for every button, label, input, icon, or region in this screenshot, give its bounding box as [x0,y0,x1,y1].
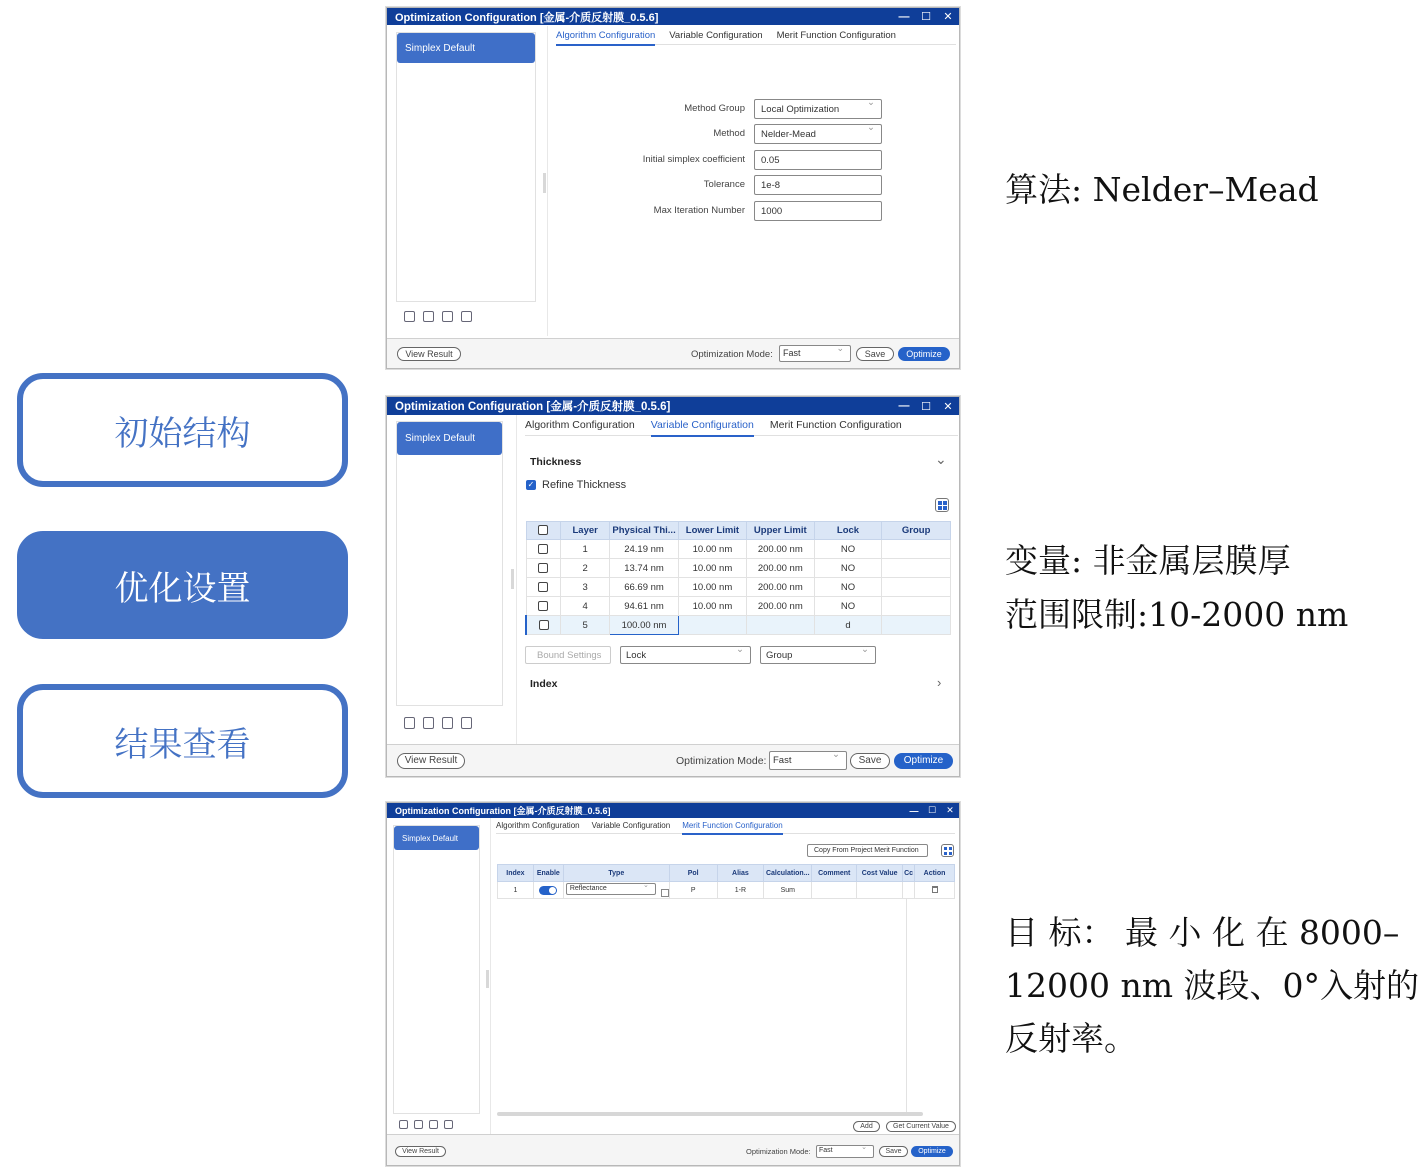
copy-icon[interactable] [423,717,434,729]
optimize-button[interactable]: Optimize [911,1146,953,1157]
delete-icon[interactable] [442,717,453,729]
cell-lower[interactable]: 10.00 nm [679,540,747,559]
col-upper-limit[interactable]: Upper Limit [746,522,814,540]
caption-algorithm: 算法: Nelder–Mead [1005,170,1319,209]
cell-layer: 3 [561,578,610,597]
tab-algorithm[interactable]: Algorithm Configuration [496,821,580,830]
lock-select[interactable]: Lock ⌄ [620,646,751,664]
view-result-button[interactable]: View Result [395,1146,446,1157]
window-algorithm [386,7,960,369]
method-group-select[interactable]: Local Optimization ⌄ [754,99,882,119]
col-enable[interactable]: Enable [533,865,563,882]
cell-thickness[interactable]: 13.74 nm [610,559,679,578]
optimization-mode-label: Optimization Mode: [676,755,767,767]
col-index[interactable]: Index [498,865,534,882]
maximize-icon[interactable]: ☐ [921,11,931,23]
save-button[interactable]: Save [879,1146,908,1157]
row-checkbox-cell[interactable] [526,559,561,578]
cell-layer: 2 [561,559,610,578]
tab-merit[interactable]: Merit Function Configuration [682,821,783,833]
cell-layer: 4 [561,597,610,616]
splitter[interactable] [486,970,489,988]
tab-variable[interactable]: Variable Configuration [669,30,763,41]
sidebar-item-simplex-default[interactable]: Simplex Default [397,33,535,63]
window-title: Optimization Configuration [金属-介质反射膜_0.5.6] [395,401,671,413]
col-action[interactable]: Action [915,865,955,882]
cell-calculation[interactable]: Sum [764,882,812,899]
method-group-label: Method Group [684,103,745,114]
save-button[interactable]: Save [850,753,890,769]
enable-toggle[interactable] [539,886,557,895]
table-row[interactable] [526,597,951,616]
tab-algorithm[interactable]: Algorithm Configuration [556,30,655,44]
tab-bar [525,415,958,436]
cell-cost-value [857,882,903,899]
initial-simplex-input[interactable]: 0.05 [754,150,882,170]
close-icon[interactable]: ✕ [946,805,954,815]
row-checkbox[interactable] [538,601,548,611]
max-iteration-input[interactable]: 1000 [754,201,882,221]
column-settings-icon[interactable] [941,844,954,857]
sidebar-item-simplex-default[interactable]: Simplex Default [397,422,502,455]
bottom-bar [387,338,959,368]
view-result-button[interactable]: View Result [397,753,465,769]
copy-icon[interactable] [423,311,434,322]
window-title: Optimization Configuration [金属-介质反射膜_0.5.6] [395,806,611,816]
add-icon[interactable] [404,717,415,729]
caption-target-3: 反射率。 [1005,1019,1137,1058]
tab-variable[interactable]: Variable Configuration [651,419,754,435]
row-checkbox-cell[interactable] [526,540,561,559]
cell-enable[interactable] [533,882,563,899]
sidebar-item-simplex-default[interactable]: Simplex Default [394,826,479,850]
minimize-icon[interactable]: — [909,805,919,816]
table-row[interactable] [526,540,951,559]
cell-alias[interactable]: 1-R [717,882,764,899]
main-panel [547,26,959,336]
col-pol[interactable]: Pol [669,865,717,882]
thickness-section-title: Thickness [530,456,582,468]
edit-icon[interactable] [461,311,472,322]
splitter[interactable] [511,569,514,589]
bottom-bar [387,1134,959,1165]
column-settings-icon[interactable] [935,498,949,512]
cell-lock[interactable]: NO [814,597,882,616]
sidebar-toolbar [399,1120,453,1129]
edit-icon[interactable] [661,889,669,897]
cell-lock[interactable]: NO [814,578,882,597]
type-select[interactable]: Reflectance ⌄ [566,883,656,895]
tab-algorithm[interactable]: Algorithm Configuration [525,419,635,431]
optimization-mode-select[interactable]: Fast ⌄ [816,1145,874,1158]
sidebar-toolbar [404,311,472,322]
table-row[interactable] [498,882,955,899]
cell-type[interactable] [563,882,669,899]
group-select[interactable]: Group ⌄ [760,646,876,664]
row-checkbox[interactable] [538,563,548,573]
cell-index: 1 [498,882,534,899]
caption-variable-2: 范围限制:10-2000 nm [1005,595,1349,634]
bottom-bar [387,744,959,776]
cell-lower[interactable] [679,616,747,635]
caption-target-1: 目 标： 最 小 化 在 8000– [1005,913,1400,952]
cell-lock[interactable]: NO [814,540,882,559]
refine-thickness-checkbox[interactable]: ✓ [527,480,535,489]
cell-group[interactable] [882,578,951,597]
caption-target-2: 12000 nm 波段、0°入射的 [1005,966,1419,1005]
minimize-icon[interactable]: — [898,10,910,23]
optimization-mode-label: Optimization Mode: [691,349,773,360]
minimize-icon[interactable]: — [898,400,910,412]
splitter[interactable] [543,173,546,193]
tab-bar [496,818,955,834]
cell-layer: 1 [561,540,610,559]
col-lower-limit[interactable]: Lower Limit [679,522,747,540]
optimize-button[interactable]: Optimize [898,347,950,361]
edit-icon[interactable] [461,717,472,729]
get-current-value-button[interactable]: Get Current Value [886,1121,956,1132]
cell-layer: 5 [561,616,610,635]
optimization-mode-label: Optimization Mode: [746,1147,811,1156]
cell-action[interactable] [915,882,955,899]
optimization-mode-select[interactable]: Fast ⌄ [779,345,851,362]
col-group[interactable]: Group [882,522,951,540]
window-title: Optimization Configuration [金属-介质反射膜_0.5.6] [395,11,659,24]
main-panel [516,415,959,745]
step-optimization-settings[interactable]: 优化设置 [17,531,348,639]
cell-upper[interactable]: 200.00 nm [746,559,814,578]
cell-lock[interactable]: d [814,616,882,635]
close-icon[interactable]: ✕ [943,11,953,23]
cell-upper[interactable] [746,616,814,635]
col-comment[interactable]: Comment [812,865,857,882]
delete-icon[interactable] [429,1120,438,1129]
chevron-down-icon[interactable]: ⌄ [935,451,947,467]
main-panel [490,818,959,1136]
cell-cc [903,882,915,899]
caption-variable-1: 变量: 非金属层膜厚 [1005,541,1291,580]
initial-simplex-label: Initial simplex coefficient [642,154,745,165]
save-button[interactable]: Save [856,347,894,361]
copy-icon[interactable] [414,1120,423,1129]
view-result-button[interactable]: View Result [397,347,461,361]
add-icon[interactable] [404,311,415,322]
delete-icon[interactable] [442,311,453,322]
cell-group[interactable] [882,559,951,578]
window-merit [386,802,960,1166]
tab-merit[interactable]: Merit Function Configuration [769,419,902,431]
method-select[interactable]: Nelder-Mead ⌄ [754,124,882,144]
cell-upper[interactable]: 200.00 nm [746,540,814,559]
maximize-icon[interactable]: ☐ [921,400,931,413]
cell-upper[interactable]: 200.00 nm [746,597,814,616]
cell-lower[interactable]: 10.00 nm [679,578,747,597]
chevron-right-icon[interactable]: › [937,675,942,690]
row-checkbox[interactable] [538,582,548,592]
titlebar [387,397,959,415]
action-column-divider [906,898,907,1112]
copy-from-project-button[interactable]: Copy From Project Merit Function [807,844,928,857]
col-cc[interactable]: Cc [903,865,915,882]
max-iteration-label: Max Iteration Number [653,205,745,216]
sidebar-toolbar [404,717,472,729]
thickness-table [525,521,951,635]
select-all-header[interactable] [526,522,561,540]
col-calculation[interactable]: Calculation... [764,865,812,882]
trash-icon[interactable] [932,886,938,893]
close-icon[interactable]: ✕ [943,400,953,413]
step-result-view[interactable]: 结果查看 [17,684,348,798]
step-initial-structure[interactable]: 初始结构 [17,373,348,487]
col-layer[interactable]: Layer [561,522,610,540]
table-row[interactable] [526,559,951,578]
cell-group[interactable] [882,597,951,616]
sidebar [396,421,503,706]
refine-thickness-label: Refine Thickness [542,479,627,491]
method-label: Method [713,128,745,139]
col-cost-value[interactable]: Cost Value [857,865,903,882]
col-type[interactable]: Type [563,865,669,882]
cell-pol[interactable]: P [669,882,717,899]
merit-table [497,864,955,899]
cell-upper[interactable]: 200.00 nm [746,578,814,597]
window-variable [386,396,960,777]
cell-thickness[interactable]: 24.19 nm [610,540,679,559]
cell-lower[interactable]: 10.00 nm [679,559,747,578]
add-icon[interactable] [399,1120,408,1129]
cell-comment[interactable] [812,882,857,899]
sidebar [396,32,536,302]
titlebar [387,803,959,818]
add-button[interactable]: Add [853,1121,880,1132]
tab-merit[interactable]: Merit Function Configuration [776,30,896,41]
cell-thickness[interactable]: 66.69 nm [610,578,679,597]
maximize-icon[interactable]: ☐ [927,805,937,815]
edit-icon[interactable] [444,1120,453,1129]
col-alias[interactable]: Alias [717,865,764,882]
col-lock[interactable]: Lock [814,522,882,540]
index-section-title: Index [530,678,558,690]
row-checkbox[interactable] [539,620,549,630]
cell-thickness[interactable]: 94.61 nm [610,597,679,616]
cell-group[interactable] [882,540,951,559]
row-checkbox-cell[interactable] [526,578,561,597]
tab-bar [556,26,956,45]
titlebar [387,8,959,25]
horizontal-scrollbar[interactable] [497,1112,923,1116]
tab-variable[interactable]: Variable Configuration [591,821,671,830]
select-all-checkbox[interactable] [538,525,548,535]
cell-lock[interactable]: NO [814,559,882,578]
tolerance-input[interactable]: 1e-8 [754,175,882,195]
col-physical-thickness[interactable]: Physical Thi... [610,522,679,540]
optimization-mode-select[interactable]: Fast ⌄ [769,751,847,770]
row-checkbox[interactable] [538,544,548,554]
cell-group[interactable] [882,616,951,635]
table-row[interactable] [526,616,951,635]
cell-thickness[interactable]: 100.00 nm [610,616,679,635]
sidebar [393,825,480,1114]
bound-settings-button[interactable]: Bound Settings [525,646,611,664]
row-checkbox-cell[interactable] [526,597,561,616]
row-checkbox-cell[interactable] [526,616,561,635]
tolerance-label: Tolerance [703,179,745,190]
optimize-button[interactable]: Optimize [894,753,953,769]
table-row[interactable] [526,578,951,597]
cell-lower[interactable]: 10.00 nm [679,597,747,616]
